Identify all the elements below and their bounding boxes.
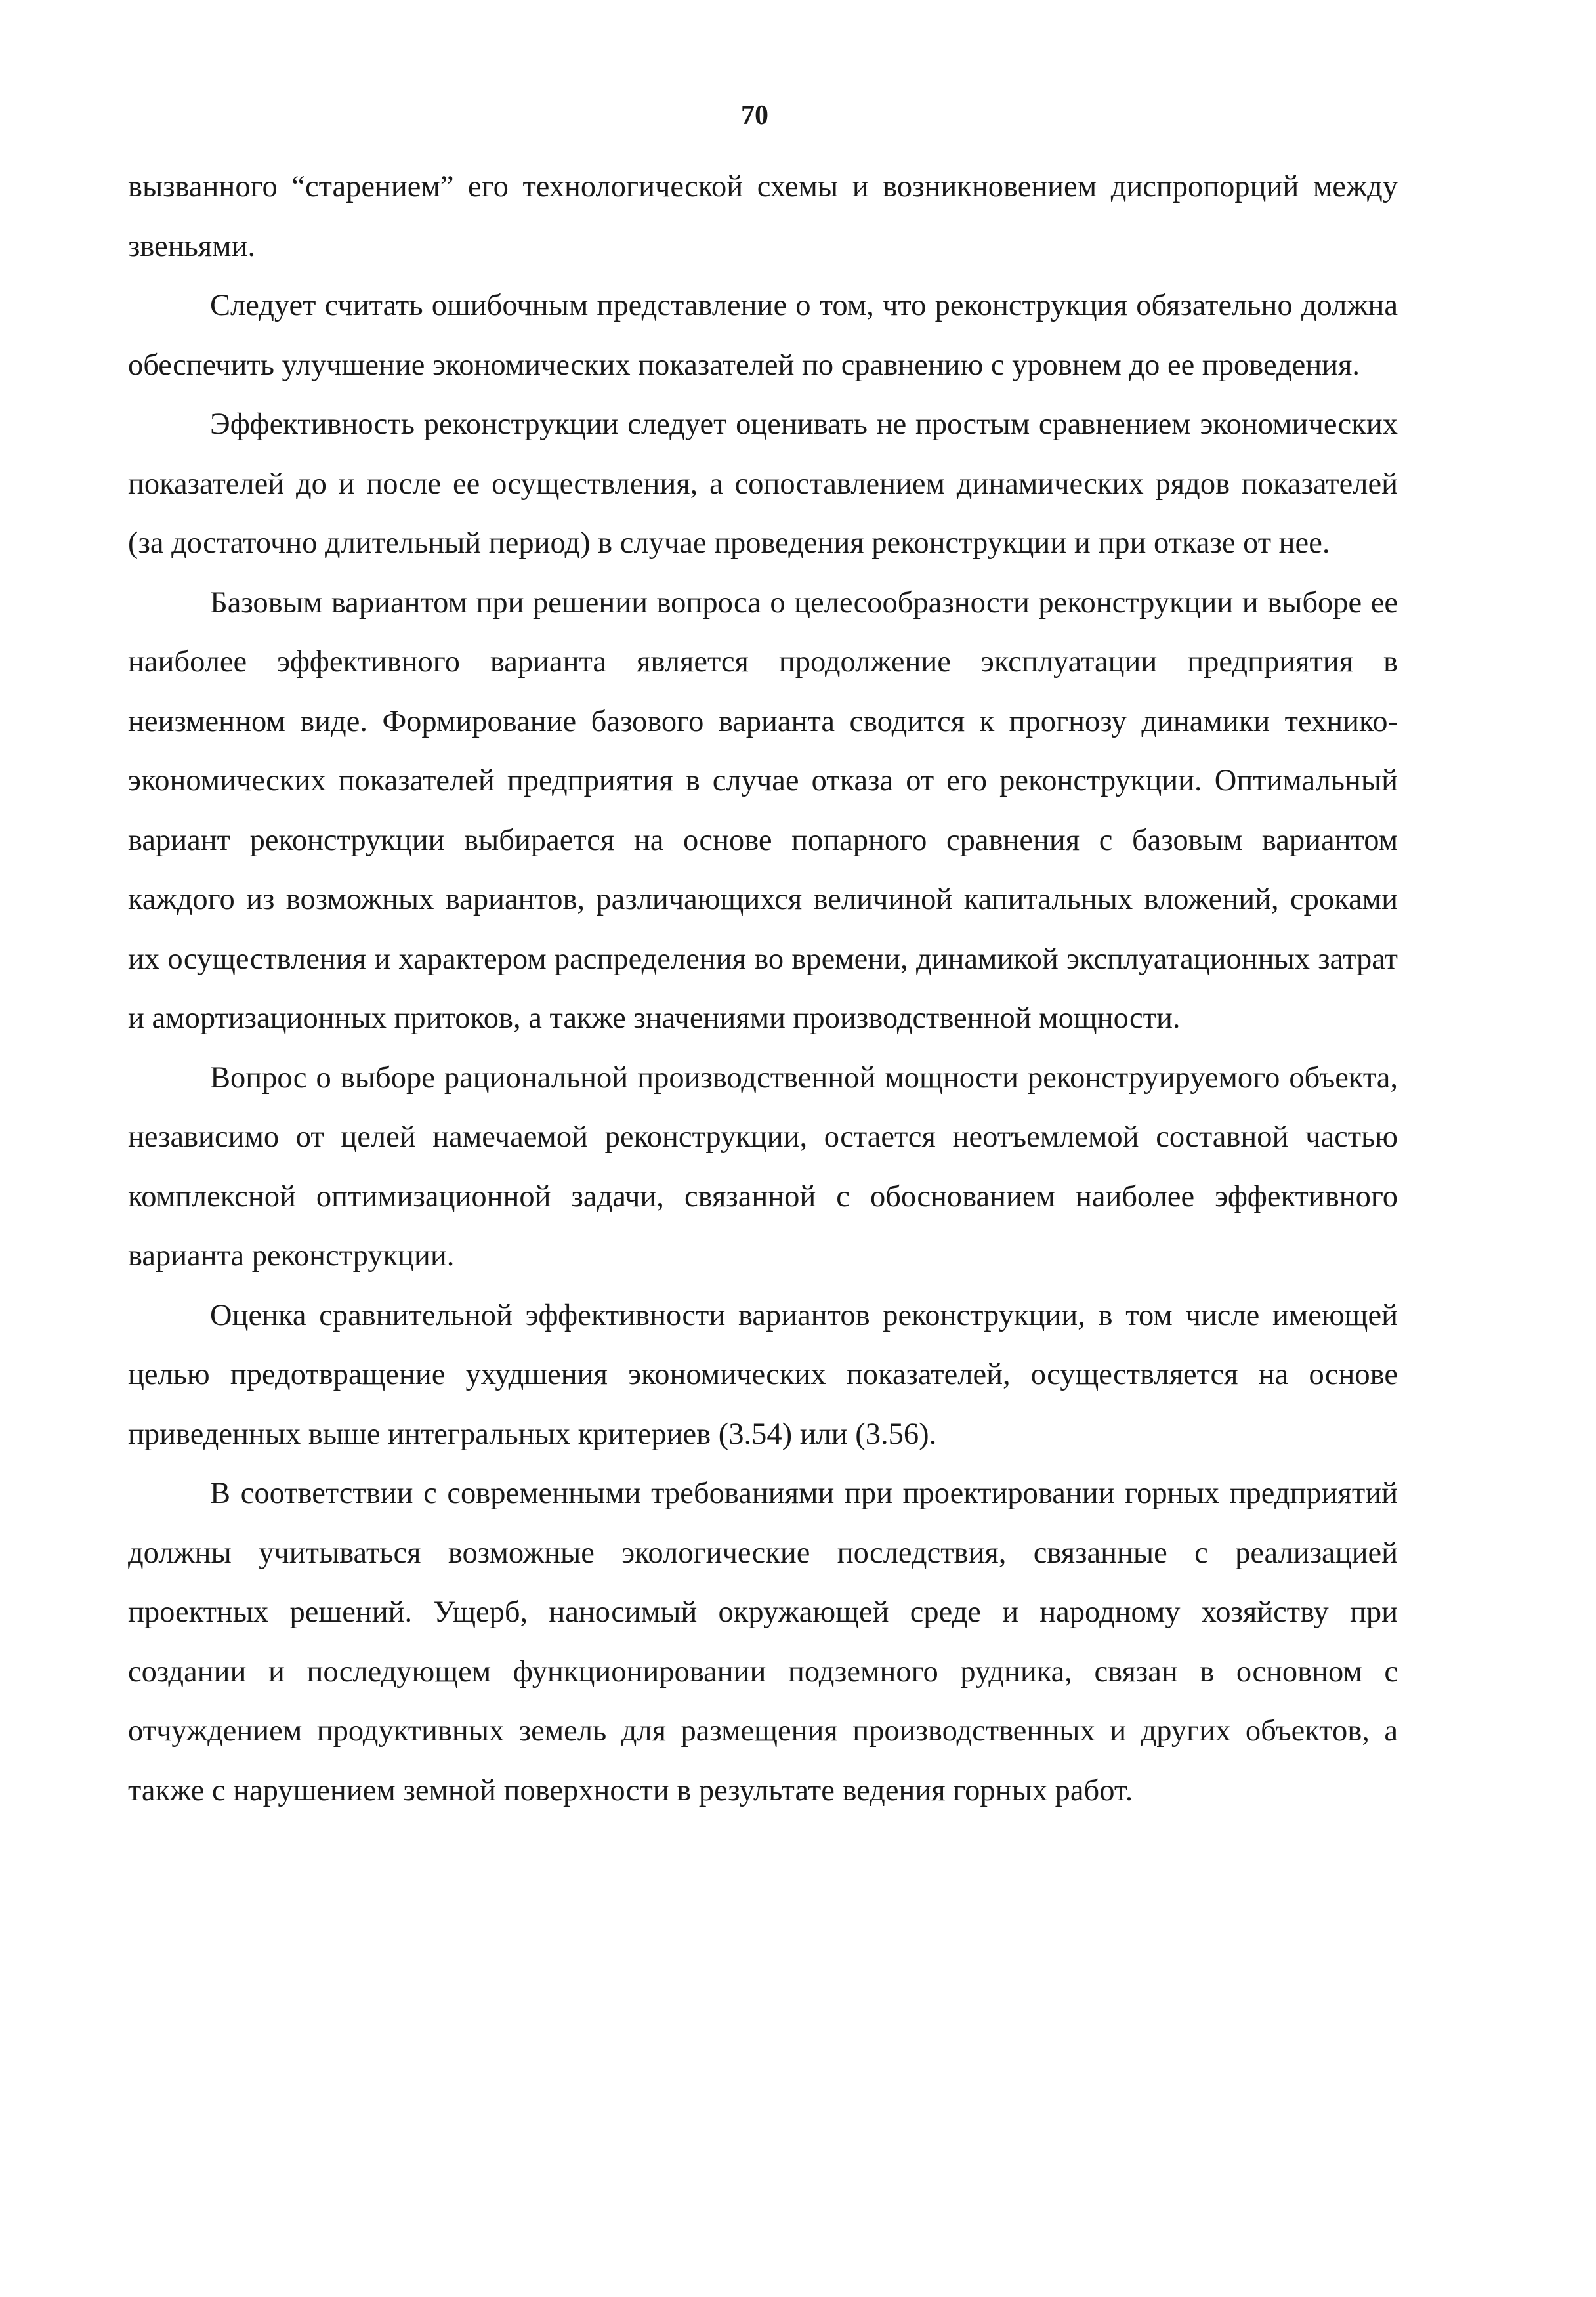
paragraph: Оценка сравнительной эффективности вариантов реконструкции, в том числе имеющей целью предотвращение ухудшения экономических показателей, осуществляется на основе приведенных выше интегральных критериев (3.54) или (3.56). [128, 1298, 1398, 1451]
paragraph: вызванного “старением” его технологической схемы и возникновением диспропорций между звеньями. [128, 170, 1398, 263]
paragraph: Эффективность реконструкции следует оценивать не простым сравнением экономических показателей до и после ее осуществления, а сопоставлением динамических рядов показателей (за достаточно длительный период) в случае проведения реконструкции и при отказе от нее. [128, 408, 1398, 560]
body-text [128, 158, 1398, 1821]
paragraph: Вопрос о выборе рациональной производственной мощности реконструируемого объекта, независимо от целей намечаемой реконструкции, остается неотъемлемой составной частью комплексной оптимизационной задачи, связанной с обоснованием наиболее эффективного варианта реконструкции. [128, 1061, 1398, 1273]
paragraph: В соответствии с современными требованиями при проектировании горных предприятий должны учитываться возможные экологические последствия, связанные с реализацией проектных решений. Ущерб, наносимый окружающей среде и народному хозяйству при создании и последующем функционировании подземного рудника, связан в основном с отчуждением продуктивных земель для размещения производственных и других объектов, а также с нарушением земной поверхности в результате ведения горных работ. [128, 1477, 1398, 1807]
page-number: 70 [741, 100, 768, 131]
paragraph: Следует считать ошибочным представление о том, что реконструкция обязательно должна обеспечить улучшение экономических показателей по сравнению с уровнем до ее проведения. [128, 289, 1398, 382]
paragraph: Базовым вариантом при решении вопроса о целесообразности реконструкции и выборе ее наиболее эффективного варианта является продолжение эксплуатации предприятия в неизменном виде. Формирование базового варианта сводится к прогнозу динамики технико-экономических показателей предприятия в случае отказа от его реконструкции. Оптимальный вариант реконструкции выбирается на основе попарного сравнения с базовым вариантом каждого из возможных вариантов, различающихся величиной капитальных вложений, сроками их осуществления и характером распределения во времени, динамикой эксплуатационных затрат и амортизационных притоков, а также значениями производственной мощности. [128, 585, 1398, 1035]
